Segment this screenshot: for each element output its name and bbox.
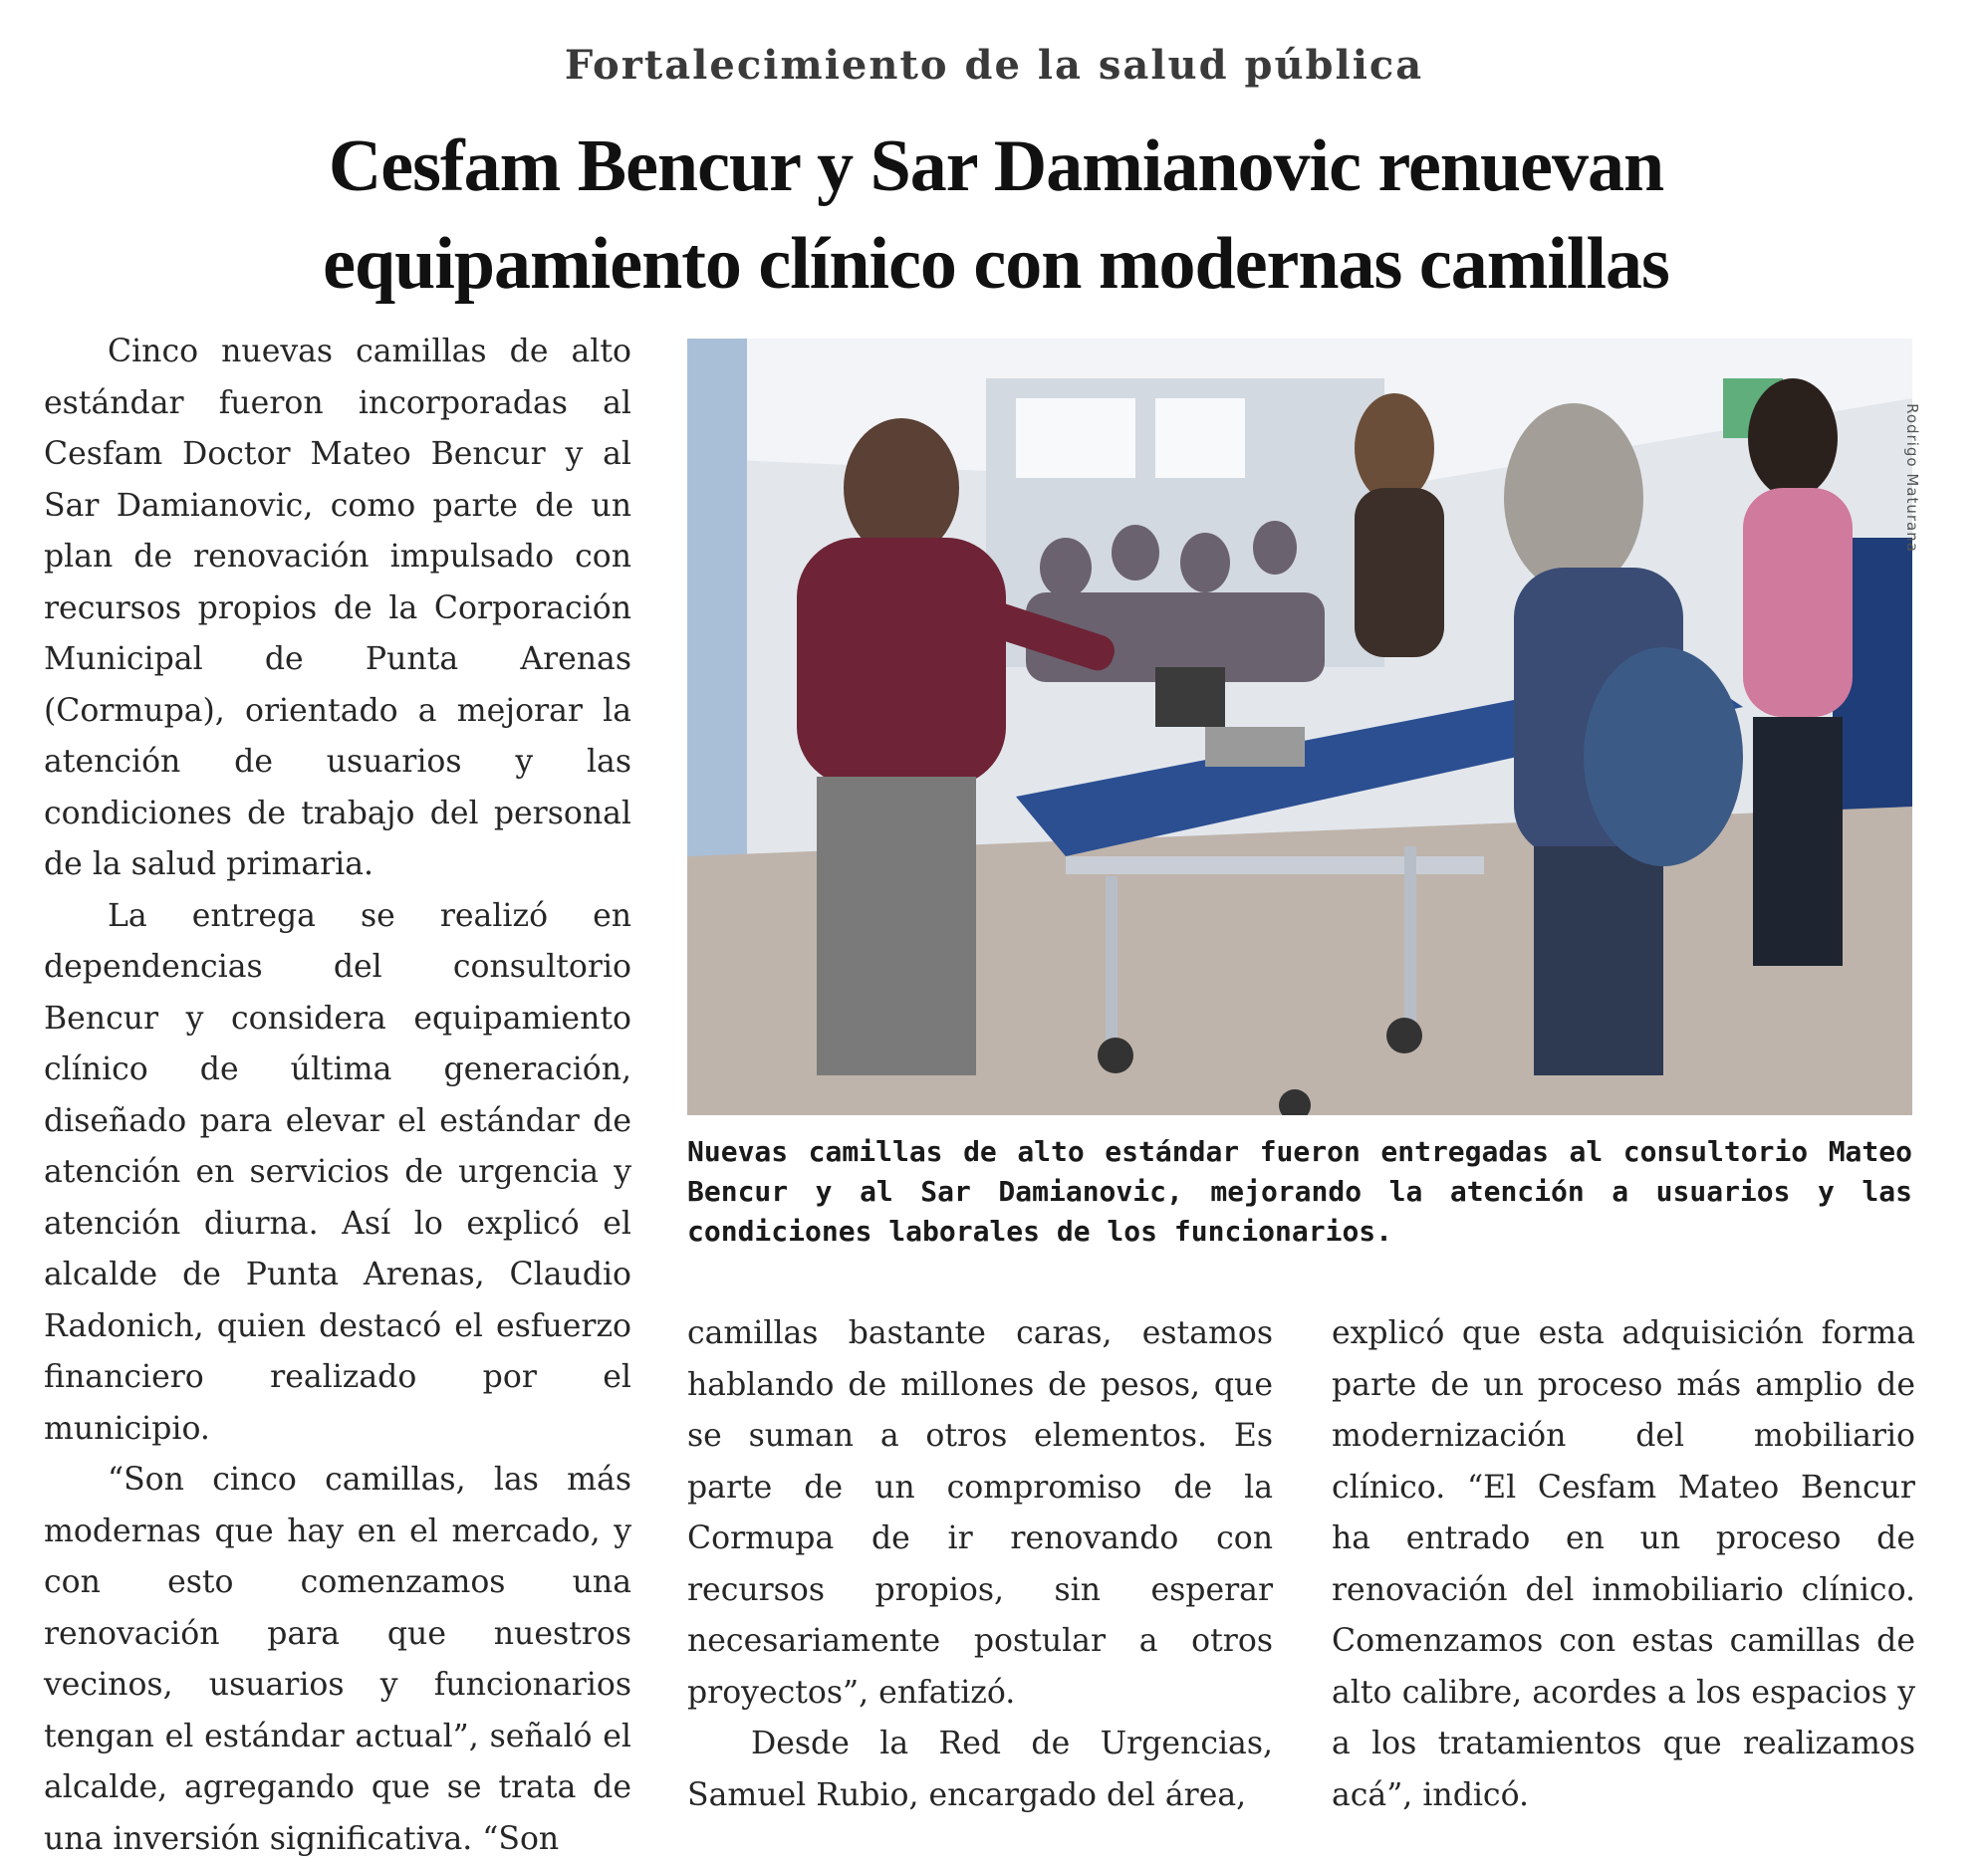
- article-photo: [687, 339, 1912, 1115]
- photo-caption: Nuevas camillas de alto estándar fueron entregadas al consultorio Mateo Bencur y al Sar Damianovic, mejorando la atención a usuarios y las condiciones laborales de los funcionarios.: [687, 1135, 1912, 1248]
- article-column-3: [1332, 1308, 1915, 1821]
- column-1-paragraph-3: “Son cinco camillas, las más modernas que hay en el mercado, y con esto comenzamos una renovación para que nuestros vecinos, usuarios y funcionarios tengan el estándar actual”, señaló el alcalde, agregando que se trata de una inversión significativa. “Son: [44, 1462, 631, 1857]
- article-headline: Cesfam Bencur y Sar Damianovic renuevan equipamiento clínico con modernas camillas: [323, 125, 1669, 305]
- column-1-paragraph-1: Cinco nuevas camillas de alto estándar fueron incorporadas al Cesfam Doctor Mateo Bencur y al Sar Damianovic, como parte de un plan de renovación impulsado con recursos propios de la Corporación Municipal de Punta Arenas (Cormupa), orientado a mejorar la atención de usuarios y las condiciones de trabajo del personal de la salud primaria.: [44, 334, 631, 882]
- article-column-1: [44, 327, 631, 1865]
- column-1-paragraph-2: La entrega se realizó en dependencias del consultorio Bencur y considera equipamiento clínico de última generación, diseñado para elevar el estándar de atención en servicios de urgencia y atención diurna. Así lo explicó el alcalde de Punta Arenas, Claudio Radonich, quien destacó el esfuerzo financiero realizado por el municipio.: [44, 897, 631, 1447]
- column-3-paragraph-1: explicó que esta adquisición forma parte de un proceso más amplio de modernización del mobiliario clínico. “El Cesfam Mateo Bencur ha entrado en un proceso de renovación del inmobiliario clínico. Comenzamos con estas camillas de alto calibre, acordes a los espacios y a los tratamientos que realizamos acá”, indicó.: [1332, 1315, 1915, 1813]
- photo-credit: [1897, 358, 1927, 597]
- article-column-2: [687, 1308, 1273, 1821]
- section-kicker: Fortalecimiento de la salud pública: [564, 42, 1424, 89]
- column-2-paragraph-2: Desde la Red de Urgencias, Samuel Rubio, encargado del área,: [687, 1726, 1273, 1813]
- column-2-paragraph-1: camillas bastante caras, estamos hablando de millones de pesos, que se suman a otros elementos. Es parte de un compromiso de la Cormupa de ir renovando con recursos propios, sin esperar necesariamente postular a otros proyectos”, enfatizó.: [687, 1315, 1273, 1711]
- photo-credit-text: Rodrigo Maturana: [1903, 403, 1921, 553]
